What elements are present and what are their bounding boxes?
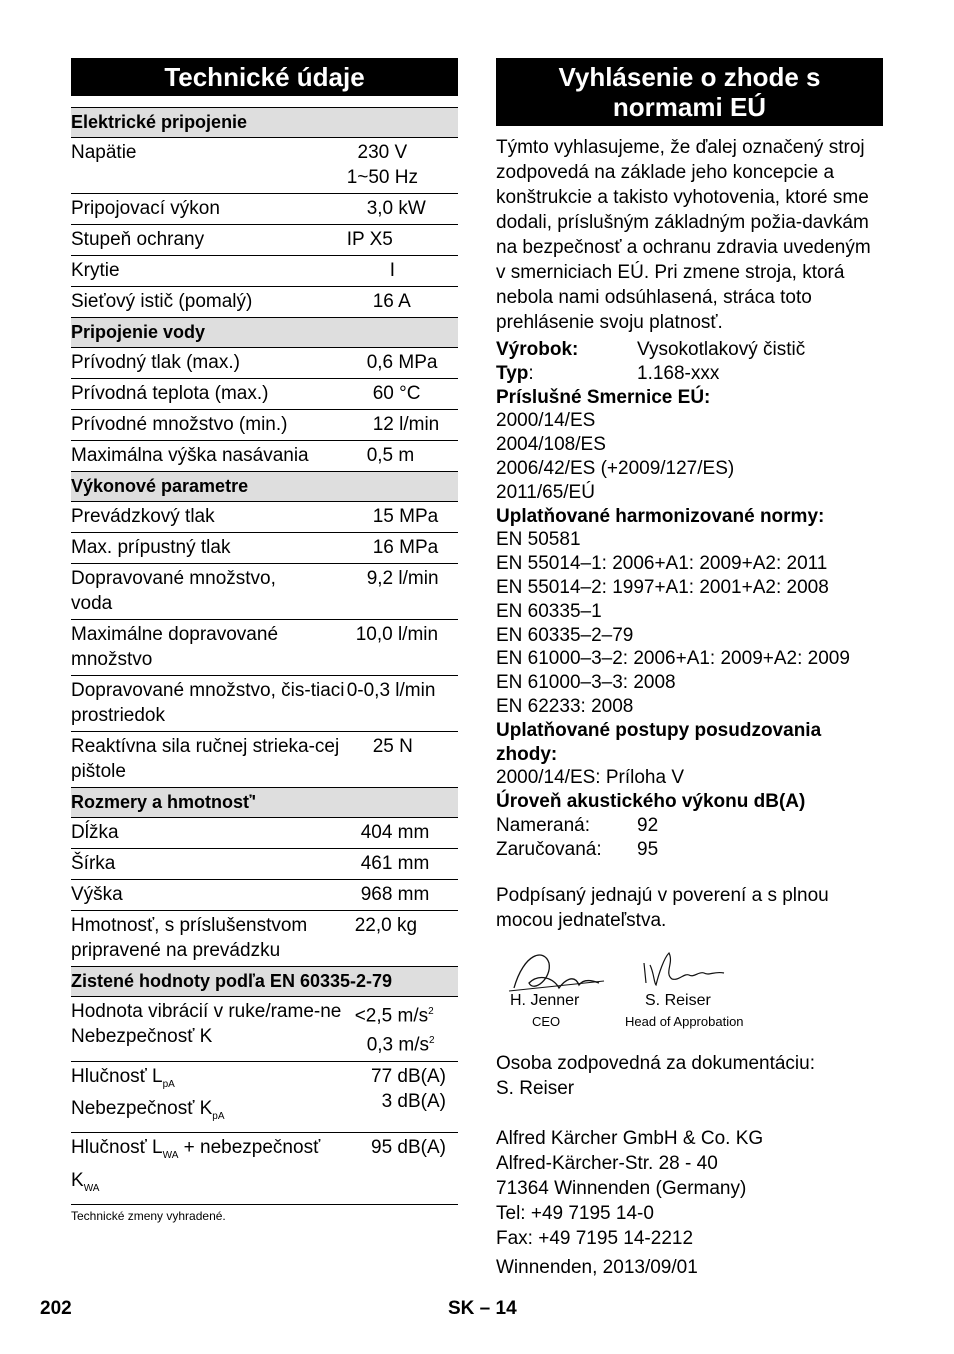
directive-item: 2004/108/ES [496,434,606,456]
norm-item: EN 55014–1: 2006+A1: 2009+A2: 2011 [496,553,828,575]
norm-item: EN 61000–3–3: 2008 [496,672,676,694]
table-row: Prívodný tlak (max.) 0,6 MPa [71,348,458,379]
eu-declaration-title: Vyhlásenie o zhode s normami EÚ [496,58,883,126]
table-row: Dopravované množstvo, voda 9,2 l/min [71,564,458,620]
company-address: Alfred Kärcher GmbH & Co. KG Alfred-Kärcher-Str. 28 - 40 71364 Winnenden (Germany) Tel: +49 7195 14-0 Fax: +49 7195 14-2212 [496,1127,764,1249]
procedures-heading: Uplatňované postupy posudzovania zhody: [496,719,822,765]
table-row: Max. prípustný tlak 16 MPa [71,533,458,564]
norm-item: EN 61000–3–2: 2006+A1: 2009+A2: 2009 [496,648,850,670]
directive-item: 2000/14/ES [496,410,596,432]
section-heading: Pripojenie vody [71,318,458,348]
footnote: Technické zmeny vyhradené. [71,1208,226,1223]
directives-heading: Príslušné Smernice EÚ: [496,386,711,408]
signatory-1-role: CEO [532,1013,561,1029]
technical-data-column [71,58,458,1223]
page-number: 202 [40,1298,72,1319]
norm-item: EN 55014–2: 1997+A1: 2001+A2: 2008 [496,576,829,598]
eu-declaration-column [496,58,883,1280]
table-row: Krytie I [71,256,458,287]
table-row: Dĺžka 404 mm [71,818,458,849]
table-row: Pripojovací výkon 3,0 kW [71,194,458,225]
table-row: Stupeň ochrany IP X5 [71,225,458,256]
technical-data-table [71,107,458,1205]
table-row: Hlučnosť $L_{WA}$ + nebezpečnosť $K_{WA}$ 95 dB(A) [71,1133,458,1205]
table-row: Šírka 461 mm [71,849,458,880]
table-row: Dopravované množstvo, čis-tiaci prostriedok 0-0,3 l/min [71,676,458,732]
acoustic-heading: Úroveň akustického výkonu dB(A) [496,791,806,813]
norm-item: EN 60335–2–79 [496,624,634,646]
table-row: Prívodné množstvo (min.) 12 l/min [71,410,458,441]
procedure-item: 2000/14/ES: Príloha V [496,767,685,789]
guaranteed-line: Zaručovaná: 95 [496,838,659,860]
technical-data-title: Technické údaje [71,58,458,96]
table-row: Prevádzkový tlak 15 MPa [71,502,458,533]
product-line: Výrobok: Vysokotlakový čistič [496,339,806,360]
signatory-2-role: Head of Approbation [625,1013,744,1029]
signature-block [496,933,883,1043]
section-heading: Elektrické pripojenie [71,108,458,138]
table-row: Prívodná teplota (max.) 60 °C [71,379,458,410]
section-page-label: SK – 14 [448,1298,517,1319]
signatory-1-name: H. Jenner [510,991,580,1009]
signatory-2-name: S. Reiser [645,991,711,1009]
norm-item: EN 60335–1 [496,600,602,622]
signatories-text: Podpísaný jednajú v poverení a s plnou mocou jednateľstva. [496,884,829,931]
section-heading: Zistené hodnoty podľa EN 60335-2-79 [71,967,458,997]
norm-item: EN 50581 [496,529,581,551]
type-line: Typ: 1.168-xxx [496,362,720,384]
table-row: Sieťový istič (pomalý) 16 A [71,287,458,318]
table-row: Hlučnosť $L_{pA}$ Nebezpečnosť $K_{pA}$ 77 dB(A) 3 dB(A) [71,1061,458,1133]
table-row: Reaktívna sila ručnej strieka-cej pištole 25 N [71,732,458,788]
table-row: Napätie 230 V 1~50 Hz [71,138,458,194]
table-row: Maximálna výška nasávania 0,5 m [71,441,458,472]
directive-item: 2011/65/EÚ [496,481,595,503]
measured-line: Nameraná: 92 [496,814,659,836]
declaration-intro: Týmto vyhlasujeme, že ďalej označený stroj zodpovedá na základe jeho koncepcie a konštrukcie a takisto vyhotovenia, ktoré sme dodali, príslušným základným požia-davkám na bezpečnosť a ochranu zdravia uvedeným v smerniciach EÚ. Pri zmene stroja, ktorá nebola nami odsúhlasená, stráca toto prehlásenie svoju platnosť. [496,137,871,333]
section-heading: Výkonové parametre [71,472,458,502]
place-date: Winnenden, 2013/09/01 [496,1256,698,1278]
norm-item: EN 62233: 2008 [496,695,634,717]
table-row: Maximálne dopravované množstvo 10,0 l/min [71,620,458,676]
section-heading: Rozmery a hmotnosť' [71,788,458,818]
table-row: Hodnota vibrácií v ruke/rame-ne Nebezpečnosť K <2,5 $m/s^2$ 0,3 $m/s^2$ [71,997,458,1062]
table-row: Hmotnosť, s príslušenstvom pripravené na prevádzku 22,0 kg [71,911,458,967]
directive-item: 2006/42/ES (+2009/127/ES) [496,457,735,479]
declaration-details [496,338,883,862]
doc-responsible: Osoba zodpovedná za dokumentáciu: S. Reiser [496,1052,815,1099]
table-row: Výška 968 mm [71,880,458,911]
norms-heading: Uplatňované harmonizované normy: [496,505,825,527]
